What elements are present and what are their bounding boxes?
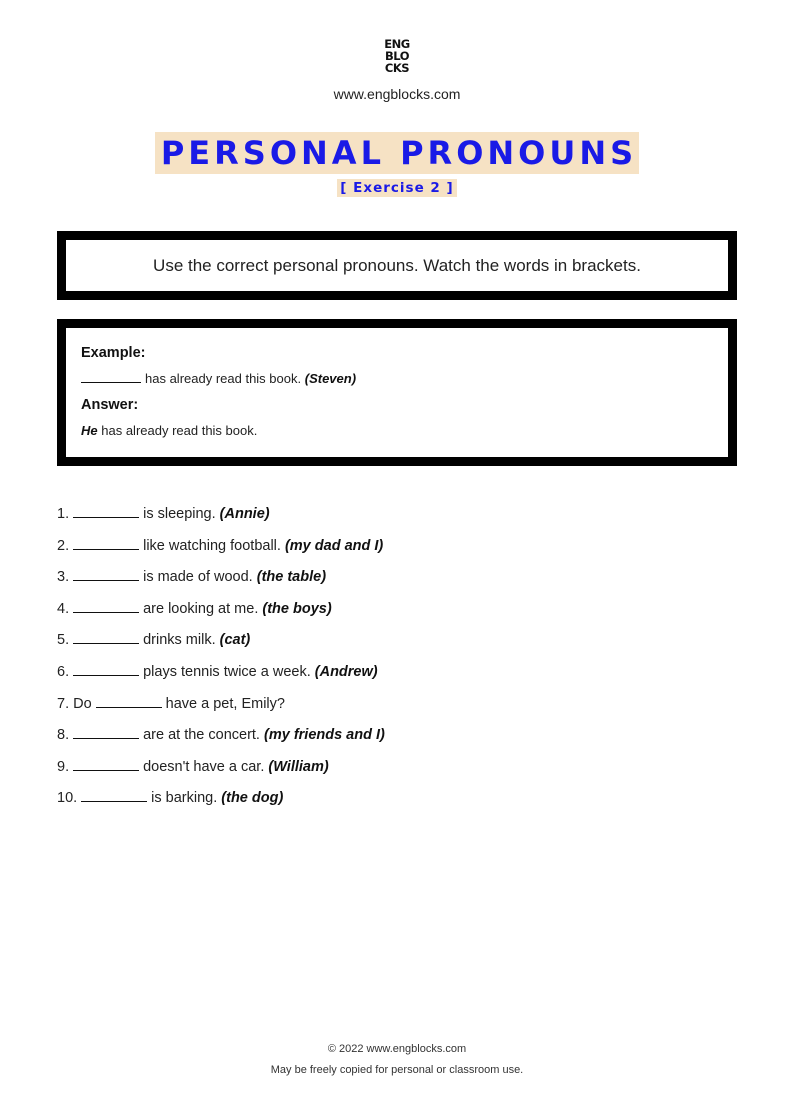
exercise-item (57, 566, 385, 598)
exercise-item (57, 535, 385, 567)
answer-word: He (81, 423, 98, 438)
example-sentence-text: has already read this book. (145, 371, 302, 386)
engblocks-logo (0, 38, 794, 74)
instruction-text: Use the correct personal pronouns. Watch the words in brackets. (153, 255, 641, 275)
exercise-item (57, 724, 385, 756)
item-hint: (the dog) (221, 790, 284, 807)
answer-blank[interactable] (73, 505, 139, 518)
item-number: 5. (57, 632, 70, 649)
example-sentence (81, 370, 713, 388)
item-number: 3. (57, 569, 70, 586)
item-text: plays tennis twice a week. (143, 663, 311, 680)
exercise-item (57, 598, 385, 630)
exercise-item (57, 756, 385, 788)
item-number: 7. (57, 695, 70, 712)
answer-sentence (81, 422, 713, 440)
answer-text: has already read this book. (101, 423, 258, 438)
exercise-item (57, 503, 385, 535)
item-text: like watching football. (143, 537, 281, 554)
item-hint: (my friends and I) (264, 727, 385, 744)
page-title: PERSONAL PRONOUNS (155, 132, 639, 174)
item-text: is made of wood. (143, 569, 253, 586)
item-text: is sleeping. (143, 506, 216, 522)
answer-blank[interactable] (73, 568, 139, 581)
item-text: are at the concert. (143, 727, 260, 744)
item-number: 2. (57, 537, 70, 554)
item-hint: (Annie) (219, 506, 270, 522)
answer-blank[interactable] (73, 631, 139, 644)
answer-blank[interactable] (73, 758, 139, 771)
item-hint: (William) (268, 758, 329, 775)
example-blank (81, 370, 141, 383)
answer-blank[interactable] (96, 695, 162, 708)
item-number: 9. (57, 758, 70, 775)
exercise-subtitle: [ Exercise 2 ] (337, 179, 456, 197)
example-box (57, 319, 737, 466)
exercise-item (57, 661, 385, 693)
answer-blank[interactable] (73, 663, 139, 676)
example-hint: (Steven) (304, 371, 357, 386)
item-hint: (cat) (219, 632, 251, 649)
item-number: 4. (57, 600, 70, 617)
site-url: www.engblocks.com (333, 86, 461, 102)
answer-blank[interactable] (73, 726, 139, 739)
instruction-box (57, 231, 737, 300)
answer-blank[interactable] (81, 789, 147, 802)
exercise-item (57, 629, 385, 661)
logo-line: ENG (384, 37, 410, 51)
example-heading: Example: (81, 345, 146, 361)
logo-line: CKS (384, 61, 410, 75)
item-hint: (my dad and I) (284, 537, 384, 554)
item-number: 6. (57, 663, 70, 680)
logo-line: BLO (385, 49, 409, 63)
exercise-item (57, 787, 385, 819)
item-text: are looking at me. (143, 600, 259, 617)
footer-copyright: © 2022 www.engblocks.com (327, 1043, 467, 1055)
item-text: drinks milk. (143, 632, 216, 649)
item-prefix: Do (73, 695, 92, 712)
item-number: 8. (57, 727, 70, 744)
exercise-list (57, 503, 385, 819)
item-text: doesn't have a car. (143, 758, 265, 775)
item-hint: (Andrew) (314, 663, 378, 680)
item-number: 1. (57, 506, 70, 522)
footer-note: May be freely copied for personal or classroom use. (270, 1064, 524, 1076)
item-hint: (the boys) (262, 600, 332, 617)
item-number: 10. (57, 790, 78, 807)
answer-heading: Answer: (81, 397, 139, 413)
answer-blank[interactable] (73, 537, 139, 550)
item-text: have a pet, Emily? (165, 695, 285, 712)
item-hint: (the table) (256, 569, 327, 586)
exercise-item (57, 693, 385, 725)
item-text: is barking. (151, 790, 218, 807)
answer-blank[interactable] (73, 600, 139, 613)
